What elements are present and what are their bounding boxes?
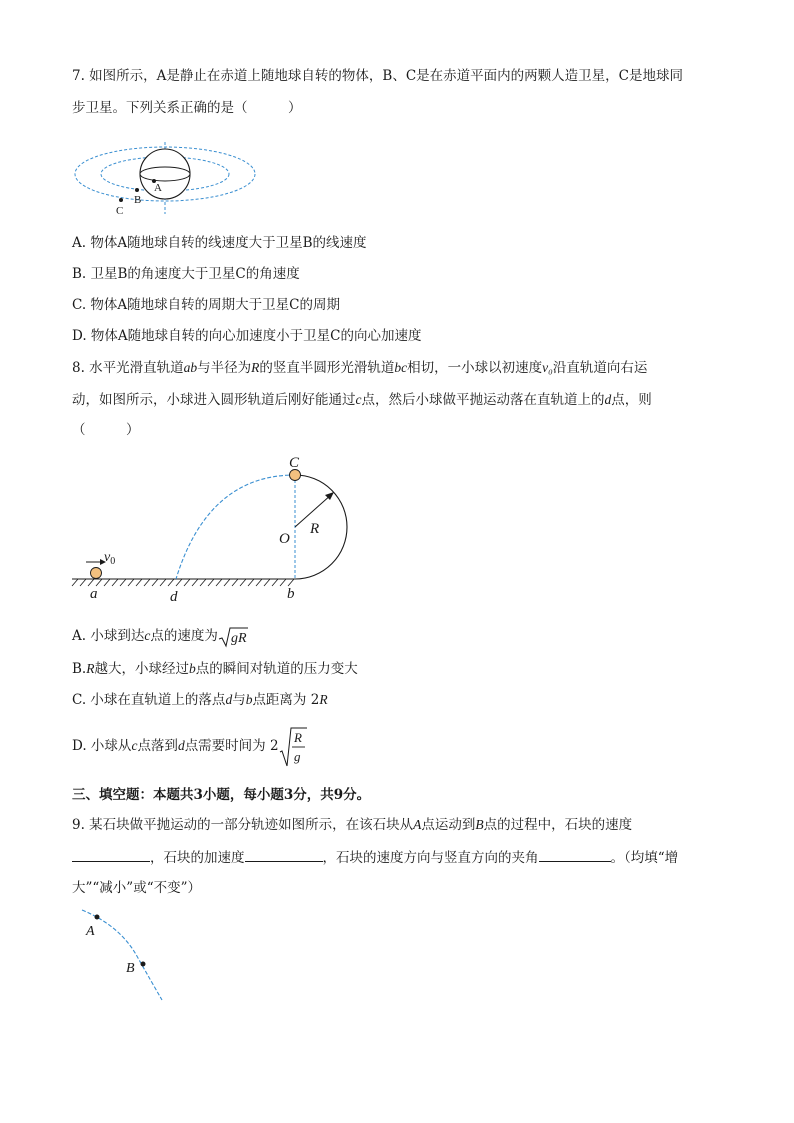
point-b [141,962,146,967]
label-b: B [126,961,135,976]
ball-at-c [290,470,301,481]
q7-option-a: A. 物体A随地球自转的线速度大于卫星B的线速度 [72,235,367,251]
label-b: b [287,586,295,602]
q7-stem-line1: 7. 如图所示，A是静止在赤道上随地球自转的物体，B、C是在赤道平面内的两颗人造卫星，C是地球同 [72,68,683,84]
q7-option-b: B. 卫星B的角速度大于卫星C的角速度 [72,266,300,282]
q9-stem-line2: ，石块的加速度 ，石块的速度方向与竖直方向的夹角 。（均填“增 [72,847,678,868]
q7-option-d: D. 物体A随地球自转的向心加速度小于卫星C的向心加速度 [72,328,422,344]
blank-3[interactable] [539,847,611,862]
q7-stem-line2: 步卫星。下列关系正确的是（ ） [72,100,302,116]
q9-stem-line1: 9. 某石块做平抛运动的一部分轨迹如图所示，在该石块从A点运动到B点的过程中，石块的速度 [72,817,633,833]
ground-hatch [72,579,294,586]
q8-stem-line3: （ ） [72,422,140,438]
q9-stem-line3: 大”“减小”或“不变”） [72,880,202,896]
label-a: A [154,182,162,194]
label-o: O [279,531,290,547]
q9-figure-trajectory [76,906,176,1006]
svg-text:gR: gR [230,630,247,646]
ball-at-a [91,568,102,579]
q8-figure-track [68,448,368,608]
label-d: d [170,589,178,605]
point-a [95,915,100,920]
q8-stem-line2: 动，如图所示，小球进入圆形轨道后刚好能通过c点，然后小球做平抛运动落在直轨道上的d点，则 [72,392,652,408]
sqrt-gr [218,626,248,648]
label-c: C [116,205,124,217]
label-c: C [289,455,300,471]
q7-option-c: C. 物体A随地球自转的周期大于卫星C的周期 [72,297,341,313]
label-a: A [86,924,95,939]
q8-option-c: C. 小球在直轨道上的落点d与b点距离为 2R [72,692,328,708]
q7-figure-orbits [70,140,260,222]
q8-option-b: B.R越大，小球经过b点的瞬间对轨道的压力变大 [72,661,358,677]
label-v0: $v_0$ [104,550,116,567]
q8-stem-line1: 8. 水平光滑直轨道ab与半径为R的竖直半圆形光滑轨道bc相切，一小球以初速度v₀沿直轨道向右运 [72,360,648,376]
label-r: R [310,521,320,537]
semicircle-track [295,475,347,579]
label-a: a [90,586,98,602]
label-b: B [134,194,142,206]
blank-1[interactable] [72,847,150,862]
point-b [135,188,139,192]
q8-option-a: A. 小球到达c点的速度为 gR [72,624,248,648]
svg-text:g: g [293,748,301,764]
q8-option-d: D. 小球从c点落到d点需要时间为 2 R g [72,724,307,768]
blank-2[interactable] [245,847,323,862]
svg-text:R: R [293,729,302,745]
point-c [119,198,123,202]
section-3-heading: 三、填空题：本题共3小题，每小题3分，共9分。 [72,787,371,803]
earth [140,149,190,199]
projectile-path [176,475,295,579]
sqrt-r-over-g [279,726,307,768]
